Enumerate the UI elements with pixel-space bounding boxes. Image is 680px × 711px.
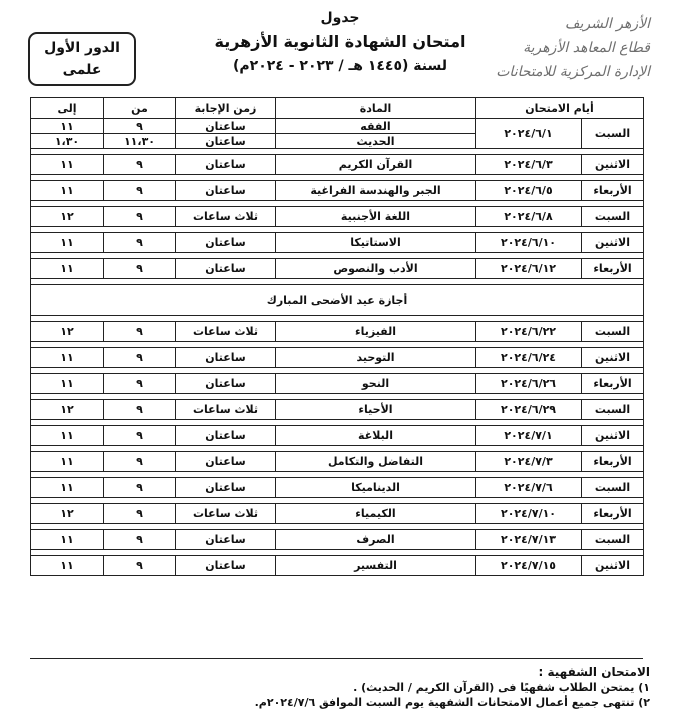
round-label: الدور الأول (44, 40, 120, 56)
day-cell: السبت (582, 530, 644, 550)
from-cell: ٩ (104, 155, 176, 175)
date-cell: ٢٠٢٤/٦/٢٩ (476, 400, 582, 420)
to-cell: ١١ (31, 155, 104, 175)
subject-cell: البلاغة (276, 426, 476, 446)
date-cell: ٢٠٢٤/٦/٨ (476, 207, 582, 227)
day-cell: السبت (582, 400, 644, 420)
header-to: إلى (31, 98, 104, 119)
track-label: علمى (62, 62, 102, 78)
date-cell: ٢٠٢٤/٦/٢٦ (476, 374, 582, 394)
to-cell: ١١ (31, 348, 104, 368)
table-row (31, 530, 644, 550)
oral-exam-notes (30, 664, 650, 710)
to-cell: ١٢ (31, 322, 104, 342)
from-cell: ٩ (104, 181, 176, 201)
logo-line-3: الإدارة المركزية للامتحانات (496, 64, 650, 80)
day-cell: الأربعاء (582, 504, 644, 524)
from-cell: ٩ (104, 207, 176, 227)
divider (30, 658, 643, 659)
round-box (28, 32, 136, 86)
from-cell: ٩ (104, 556, 176, 576)
date-cell: ٢٠٢٤/٧/١٠ (476, 504, 582, 524)
from-cell: ٩ (104, 259, 176, 279)
logo-line-1: الأزهر الشريف (565, 16, 650, 32)
day-cell: الأربعاء (582, 452, 644, 472)
table-header-row (31, 98, 644, 119)
from-cell: ٩ (104, 400, 176, 420)
duration-cell: ساعتان (176, 134, 276, 149)
day-cell: السبت (582, 478, 644, 498)
to-cell: ١١ (31, 259, 104, 279)
day-cell: الاثنين (582, 155, 644, 175)
date-cell: ٢٠٢٤/٦/٢٢ (476, 322, 582, 342)
date-cell: ٢٠٢٤/٦/٢٤ (476, 348, 582, 368)
day-cell: السبت (582, 119, 644, 149)
subject-cell: القرآن الكريم (276, 155, 476, 175)
day-cell: الأربعاء (582, 259, 644, 279)
table-row (31, 504, 644, 524)
duration-cell: ساعتان (176, 478, 276, 498)
duration-cell: ساعتان (176, 374, 276, 394)
azhar-logo (480, 12, 650, 90)
to-cell: ١١ (31, 452, 104, 472)
header-duration: زمن الإجابة (176, 98, 276, 119)
from-cell: ٩ (104, 119, 176, 134)
subject-cell: التوحيد (276, 348, 476, 368)
duration-cell: ساعتان (176, 259, 276, 279)
duration-cell: ساعتان (176, 348, 276, 368)
duration-cell: ساعتان (176, 119, 276, 134)
from-cell: ٩ (104, 478, 176, 498)
duration-cell: ثلاث ساعات (176, 504, 276, 524)
table-row (31, 452, 644, 472)
title-line-1: جدول (320, 10, 360, 26)
note-item-1: ١) يمتحن الطلاب شفهيًا فى (القرآن الكريم / الحديث) . (353, 681, 650, 694)
to-cell: ١٢ (31, 504, 104, 524)
to-cell: ١١ (31, 233, 104, 253)
duration-cell: ثلاث ساعات (176, 400, 276, 420)
date-cell: ٢٠٢٤/٦/٣ (476, 155, 582, 175)
from-cell: ٩ (104, 348, 176, 368)
from-cell: ٩ (104, 452, 176, 472)
title-line-2: امتحان الشهادة الثانوية الأزهرية (214, 32, 466, 51)
schedule-table (30, 97, 644, 576)
table-row (31, 181, 644, 201)
day-cell: الاثنين (582, 233, 644, 253)
subject-cell: الاستاتيكا (276, 233, 476, 253)
from-cell: ٩ (104, 233, 176, 253)
date-cell: ٢٠٢٤/٧/١٥ (476, 556, 582, 576)
day-cell: السبت (582, 207, 644, 227)
duration-cell: ساعتان (176, 155, 276, 175)
table-row (31, 556, 644, 576)
to-cell: ١٢ (31, 207, 104, 227)
notes-heading: الامتحان الشفهية : (538, 665, 650, 679)
table-row (31, 155, 644, 175)
to-cell: ١١ (31, 556, 104, 576)
duration-cell: ثلاث ساعات (176, 322, 276, 342)
date-cell: ٢٠٢٤/٧/١٣ (476, 530, 582, 550)
duration-cell: ساعتان (176, 181, 276, 201)
day-cell: الأربعاء (582, 181, 644, 201)
header-subject: المادة (276, 98, 476, 119)
day-cell: الاثنين (582, 426, 644, 446)
duration-cell: ساعتان (176, 233, 276, 253)
subject-cell: الجبر والهندسة الفراغية (276, 181, 476, 201)
date-cell: ٢٠٢٤/٦/١٠ (476, 233, 582, 253)
table-row (31, 119, 644, 134)
day-cell: الاثنين (582, 556, 644, 576)
duration-cell: ساعتان (176, 530, 276, 550)
date-cell: ٢٠٢٤/٦/١ (476, 119, 582, 149)
subject-cell: الأحياء (276, 400, 476, 420)
from-cell: ٩ (104, 426, 176, 446)
subject-cell: الفقه (276, 119, 476, 134)
to-cell: ١١ (31, 181, 104, 201)
to-cell: ١١ (31, 530, 104, 550)
subject-cell: الكيمياء (276, 504, 476, 524)
day-cell: الأربعاء (582, 374, 644, 394)
subject-cell: الصرف (276, 530, 476, 550)
duration-cell: ساعتان (176, 556, 276, 576)
to-cell: ١١ (31, 478, 104, 498)
to-cell: ١١ (31, 119, 104, 134)
duration-cell: ساعتان (176, 426, 276, 446)
table-row (31, 207, 644, 227)
title-line-3: لسنة (١٤٤٥ هـ / ٢٠٢٣ - ٢٠٢٤م) (232, 58, 447, 74)
table-row (31, 233, 644, 253)
logo-line-2: قطاع المعاهد الأزهرية (523, 40, 650, 56)
note-item-2: ٢) تنتهى جميع أعمال الامتحانات الشفهية يوم السبت الموافق ٢٠٢٤/٧/٦م. (254, 696, 650, 709)
to-cell: ١٢ (31, 400, 104, 420)
subject-cell: الحديث (276, 134, 476, 149)
table-row (31, 259, 644, 279)
subject-cell: التفسير (276, 556, 476, 576)
subject-cell: اللغة الأجنبية (276, 207, 476, 227)
table-row (31, 478, 644, 498)
table-row (31, 426, 644, 446)
duration-cell: ساعتان (176, 452, 276, 472)
from-cell: ٩ (104, 374, 176, 394)
subject-cell: الفيزياء (276, 322, 476, 342)
subject-cell: الديناميكا (276, 478, 476, 498)
date-cell: ٢٠٢٤/٧/٣ (476, 452, 582, 472)
to-cell: ١١ (31, 374, 104, 394)
holiday-cell: أجازة عيد الأضحى المبارك (31, 285, 644, 316)
date-cell: ٢٠٢٤/٦/٥ (476, 181, 582, 201)
holiday-row (31, 285, 644, 316)
table-row (31, 374, 644, 394)
from-cell: ٩ (104, 530, 176, 550)
table-row (31, 348, 644, 368)
from-cell: ٩ (104, 504, 176, 524)
duration-cell: ثلاث ساعات (176, 207, 276, 227)
header-days: أيام الامتحان (476, 98, 644, 119)
subject-cell: التفاضل والتكامل (276, 452, 476, 472)
from-cell: ٩ (104, 322, 176, 342)
table-row (31, 400, 644, 420)
day-cell: السبت (582, 322, 644, 342)
table-row (31, 322, 644, 342)
day-cell: الاثنين (582, 348, 644, 368)
date-cell: ٢٠٢٤/٧/١ (476, 426, 582, 446)
from-cell: ١١،٣٠ (104, 134, 176, 149)
to-cell: ١،٣٠ (31, 134, 104, 149)
date-cell: ٢٠٢٤/٦/١٢ (476, 259, 582, 279)
date-cell: ٢٠٢٤/٧/٦ (476, 478, 582, 498)
subject-cell: النحو (276, 374, 476, 394)
subject-cell: الأدب والنصوص (276, 259, 476, 279)
to-cell: ١١ (31, 426, 104, 446)
header-from: من (104, 98, 176, 119)
